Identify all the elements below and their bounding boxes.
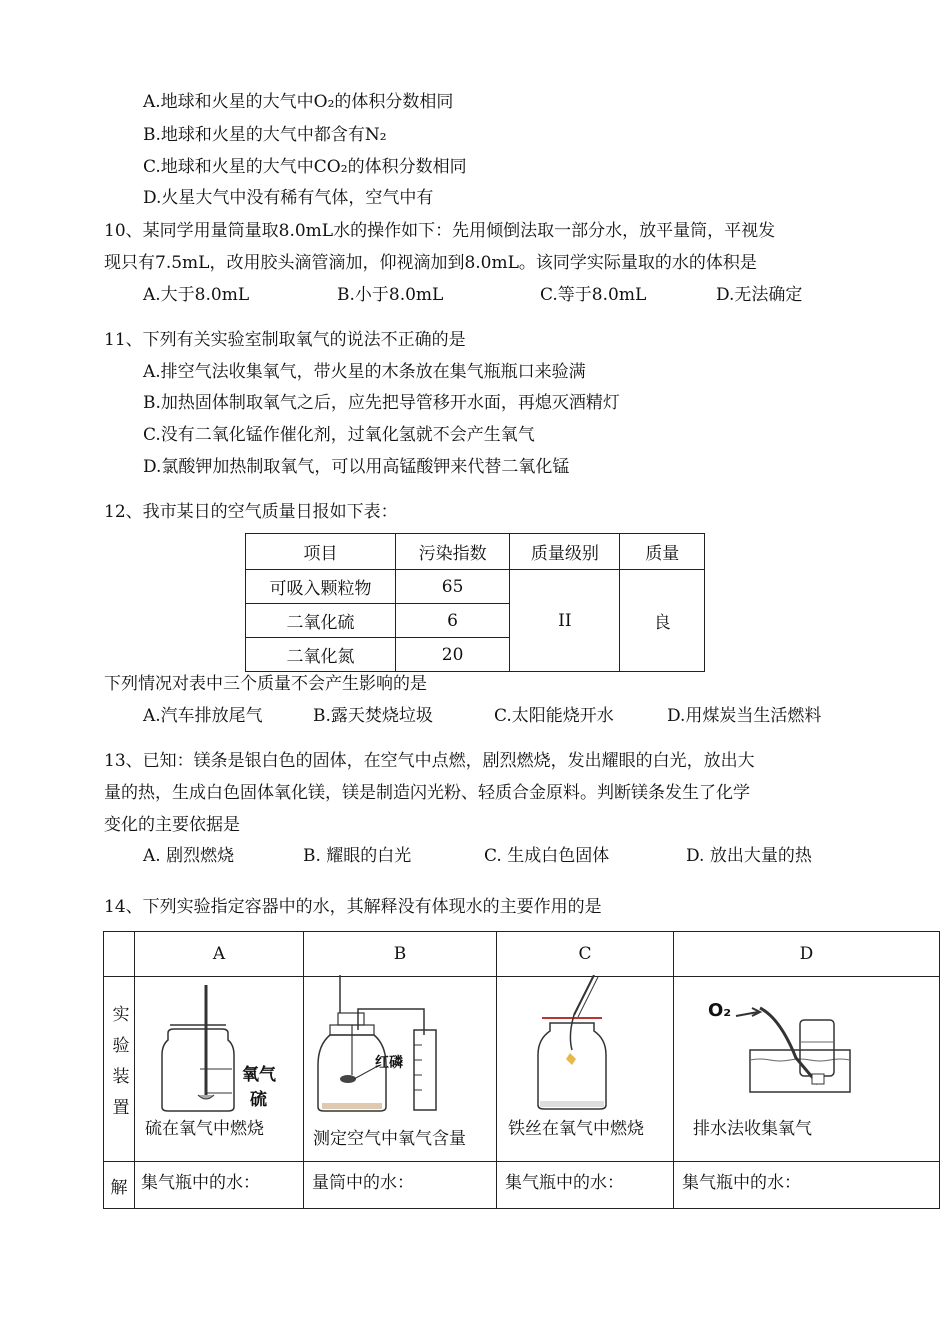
q9-option-b: B.地球和火星的大气中都含有N₂ (143, 125, 387, 145)
q11-option-c: C.没有二氧化锰作催化剂，过氧化氢就不会产生氧气 (143, 425, 535, 445)
q12-stem: 12、我市某日的空气质量日报如下表： (104, 502, 398, 522)
table-header: 质量 (620, 534, 705, 570)
q11-stem: 11、下列有关实验室制取氧气的说法不正确的是 (104, 330, 466, 350)
q10-stem-line2: 现只有7.5mL，改用胶头滴管滴加，仰视滴加到8.0mL。该同学实际量取的水的体积是 (104, 253, 757, 273)
o2-label: O₂ (708, 1000, 732, 1021)
caption-a: 硫在氧气中燃烧 (145, 1119, 264, 1139)
iron-burning-apparatus (530, 975, 650, 1115)
column-label-b: B (304, 932, 497, 977)
table-corner (104, 932, 135, 977)
q12-option-c: C.太阳能烧开水 (494, 706, 614, 726)
q13-option-c: C. 生成白色固体 (484, 846, 610, 866)
row-label-explanation: 解 (104, 1162, 135, 1209)
table-cell-index: 20 (395, 638, 509, 672)
caption-b: 测定空气中氧气含量 (313, 1129, 466, 1149)
explanation-d: 集气瓶中的水： (674, 1162, 940, 1209)
sulfur-label: 硫 (250, 1090, 267, 1110)
q10-option-a: A.大于8.0mL (143, 285, 250, 305)
row-label-apparatus-text: 实验装置 (108, 1004, 129, 1129)
q11-option-d: D.氯酸钾加热制取氧气，可以用高锰酸钾来代替二氧化锰 (143, 457, 570, 477)
table-cell-quality: 良 (620, 570, 705, 672)
q13-stem-line3: 变化的主要依据是 (104, 815, 240, 835)
q10-option-b: B.小于8.0mL (337, 285, 444, 305)
oxygen-label: 氧气 (242, 1065, 276, 1085)
q12-option-b: B.露天焚烧垃圾 (313, 706, 433, 726)
red-phosphorus-label: 红磷 (375, 1055, 403, 1071)
q13-option-a: A. 剧烈燃烧 (143, 846, 235, 866)
q9-option-c: C.地球和火星的大气中CO₂的体积分数相同 (143, 157, 467, 177)
q12-option-d: D.用煤炭当生活燃料 (667, 706, 822, 726)
table-cell-index: 6 (395, 604, 509, 638)
air-quality-table (245, 533, 705, 672)
oxygen-content-apparatus (310, 975, 460, 1115)
q10-option-d: D.无法确定 (716, 285, 803, 305)
caption-d: 排水法收集氧气 (693, 1119, 812, 1139)
explanation-c: 集气瓶中的水： (497, 1162, 674, 1209)
q12-question: 下列情况对表中三个质量不会产生影响的是 (104, 674, 427, 694)
q11-option-b: B.加热固体制取氧气之后，应先把导管移开水面，再熄灭酒精灯 (143, 393, 620, 413)
q13-option-d: D. 放出大量的热 (686, 846, 812, 866)
table-cell-item: 可吸入颗粒物 (246, 570, 396, 604)
row-label-apparatus (104, 977, 135, 1162)
sulfur-burning-apparatus (140, 985, 300, 1115)
column-label-c: C (497, 932, 674, 977)
q10-option-c: C.等于8.0mL (540, 285, 647, 305)
q13-option-b: B. 耀眼的白光 (303, 846, 412, 866)
q9-option-a: A.地球和火星的大气中O₂的体积分数相同 (143, 92, 454, 112)
q12-option-a: A.汽车排放尾气 (143, 706, 263, 726)
column-label-d: D (674, 932, 940, 977)
q11-option-a: A.排空气法收集氧气，带火星的木条放在集气瓶瓶口来验满 (143, 362, 586, 382)
table-header: 质量级别 (510, 534, 620, 570)
table-cell-index: 65 (395, 570, 509, 604)
table-header: 项目 (246, 534, 396, 570)
column-label-a: A (135, 932, 304, 977)
explanation-a: 集气瓶中的水： (135, 1162, 304, 1209)
caption-c: 铁丝在氧气中燃烧 (508, 1119, 644, 1139)
table-cell-item: 二氧化硫 (246, 604, 396, 638)
q10-stem-line1: 10、某同学用量筒量取8.0mL水的操作如下：先用倾倒法取一部分水，放平量筒，平视发 (104, 221, 776, 241)
q13-stem-line1: 13、已知：镁条是银白色的固体，在空气中点燃，剧烈燃烧，发出耀眼的白光，放出大 (104, 751, 755, 771)
table-cell-item: 二氧化氮 (246, 638, 396, 672)
q13-stem-line2: 量的热，生成白色固体氧化镁，镁是制造闪光粉、轻质合金原料。判断镁条发生了化学 (104, 783, 750, 803)
explanation-b: 量筒中的水： (304, 1162, 497, 1209)
q9-option-d: D.火星大气中没有稀有气体，空气中有 (143, 188, 434, 208)
table-header: 污染指数 (395, 534, 509, 570)
table-cell-level: II (510, 570, 620, 672)
q14-stem: 14、下列实验指定容器中的水，其解释没有体现水的主要作用的是 (104, 897, 602, 917)
